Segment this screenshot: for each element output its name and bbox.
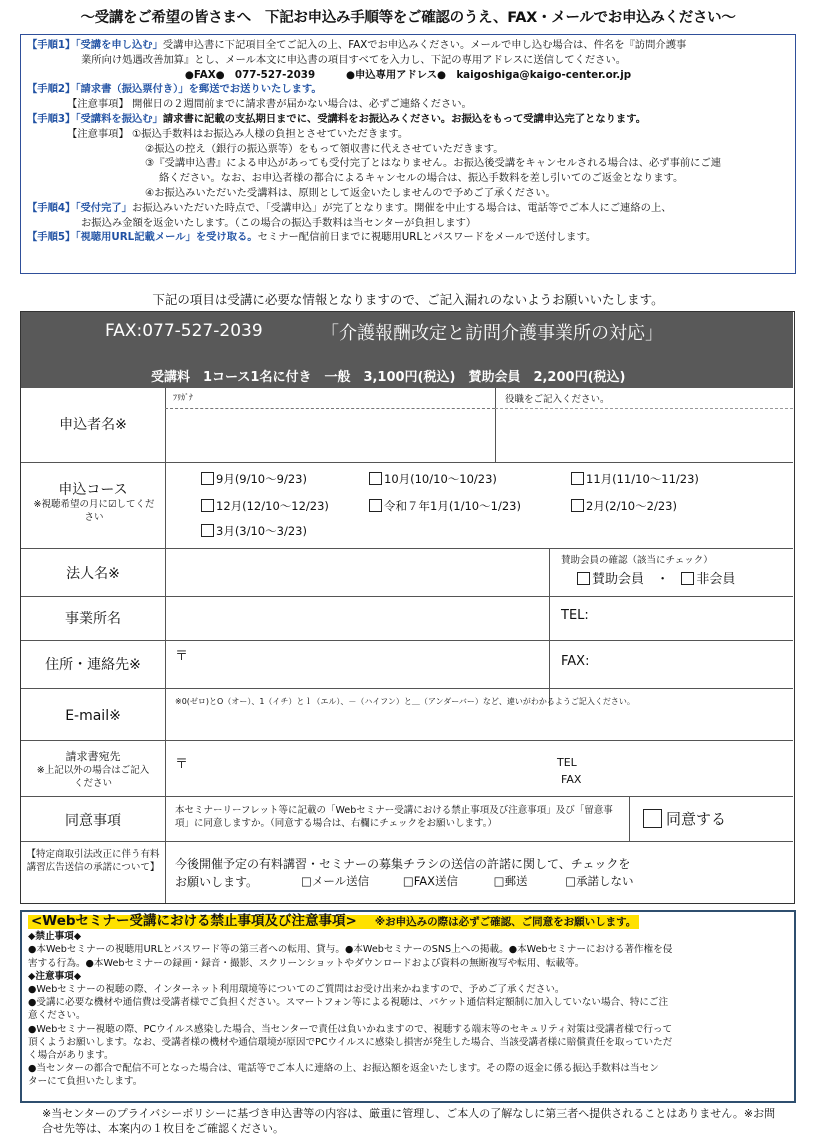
fax-field[interactable]: FAX:: [561, 654, 590, 669]
consent-label: 同意事項: [65, 813, 121, 829]
step-4: [27, 201, 789, 216]
member-check-label: 賛助会員の確認（該当にチェック）: [561, 555, 713, 566]
course-option-oct[interactable]: 10月(10/10～10/23): [369, 471, 497, 487]
address-field[interactable]: 〒: [175, 649, 189, 664]
address-label: 住所・連絡先※: [45, 657, 141, 673]
checkbox[interactable]: [577, 572, 590, 585]
step-1: [27, 38, 789, 53]
rules-title-note: ※お申込みの際は必ずご確認、ご同意をお願いします。: [374, 916, 637, 928]
step-2-head: 【手順2】「請求書（振込票付き）」を郵送でお送りいたします。: [27, 83, 322, 96]
application-form: [20, 311, 795, 904]
caution-4b: ターにて負担いたします。: [28, 1076, 143, 1088]
rules-box: [20, 910, 796, 1103]
step-4-text: お振込みいただいた時点で、「受講申込」が完了となります。開催を中止する場合は、電話等でご本人にご連絡の上、: [131, 201, 672, 214]
trade-text: 今後開催予定の有料講習・セミナーの募集チラシの送信の許諾に関して、チェックを: [175, 857, 631, 871]
step-1-text2: 業所向け処遇改善加算』とし、メール本文に申込書の項目すべてを入力し、下記の専用アドレスに送信してください。: [81, 53, 627, 66]
office-label: 事業所名: [65, 611, 121, 627]
checkbox[interactable]: [201, 524, 214, 537]
prohibited-1: ●本Webセミナーの視聴用URLとパスワード等の第三者への転用、貸与。●本WebセミナーのSNS上への掲載。●本Webセミナーにおける著作権を侵: [28, 944, 673, 956]
invoice-address-field[interactable]: 〒: [175, 757, 189, 772]
caution-2b: 意ください。: [28, 1010, 86, 1022]
corporation-field[interactable]: [167, 550, 547, 596]
trade-option-decline[interactable]: □承諾しない: [565, 874, 634, 888]
trade-option-mail[interactable]: □メール送信: [301, 874, 370, 888]
step-5-head: 【手順5】「視聴用URL記載メール」を受け取る。: [27, 231, 258, 244]
step-3-note1: 【注意事項】 ①振込手数料はお振込み人様の負担とさせていただきます。: [67, 127, 409, 140]
email-note: ※0(ゼロ)とO（オー）、1（イチ）とｌ（エル）、－（ハイフン）と＿（アンダーバー）など、違いがわかるようご記入ください。: [175, 697, 635, 706]
consent-checkbox[interactable]: 同意する: [643, 808, 726, 829]
seminar-title: 「介護報酬改定と訪問介護事業所の対応」: [321, 323, 663, 344]
checkbox[interactable]: [369, 499, 382, 512]
step-1-head: 【手順1】「受講を申し込む」: [27, 39, 163, 51]
form-header: [21, 312, 793, 388]
nonmember-option[interactable]: 非会員: [681, 572, 735, 587]
invoice-label: 請求書宛先: [65, 750, 121, 763]
trade-option-fax[interactable]: □FAX送信: [402, 874, 458, 888]
applicant-name-field[interactable]: [167, 410, 493, 460]
step-2-note: 【注意事項】 開催日の２週間前までに請求書が届かない場合は、必ずご連絡ください。: [67, 98, 472, 111]
step-1-contact: ●FAX● 077-527-2039 ●申込専用アドレス● kaigoshiga@kaigo-center.or.jp: [184, 68, 632, 81]
step-5: [27, 230, 789, 245]
rules-header: [28, 915, 788, 929]
caution-3c: く場合があります。: [28, 1050, 114, 1062]
step-5-text: セミナー配信前日までに視聴用URLとパスワードをメールで送付します。: [257, 231, 597, 244]
prohibited-head: ◆禁止事項◆: [28, 931, 82, 943]
rules-title: <Webセミナー受講における禁止事項及び注意事項> ※お申込みの際は必ずご確認、ご同意をお願いします。: [28, 915, 639, 929]
procedure-box: [20, 34, 796, 274]
course-label: 申込コース: [58, 482, 128, 498]
course-option-dec[interactable]: 12月(12/10～12/23): [201, 498, 329, 514]
invoice-fax[interactable]: FAX: [561, 773, 582, 786]
corporation-label: 法人名※: [66, 566, 120, 582]
invoice-note: ※上記以外の場合はご記入ください: [36, 765, 150, 789]
step-3-note3b: 絡ください。なお、お申込者様の都合によるキャンセルの場合は、振込手数料を差し引いてのご返金となります。: [159, 172, 684, 185]
step-3-head: 【手順3】「受講料を振込む」: [27, 112, 163, 125]
step-4-head: 【手順4】「受付完了」: [27, 201, 132, 214]
position-label: 役職をご記入ください。: [505, 394, 610, 405]
course-option-mar[interactable]: 3月(3/10～3/23): [201, 523, 307, 539]
step-3-text: 請求書に記載の支払期日までに、受講料をお振込みください。お振込をもって受講申込完了となります。: [162, 112, 647, 125]
course-option-feb[interactable]: 2月(2/10～2/23): [571, 498, 677, 514]
caution-4: ●当センターの都合で配信不可となった場合は、電話等でご本人に連絡の上、お振込額を返金いたします。その際の返金に係る振込手数料は当セン: [28, 1063, 659, 1075]
course-option-sep[interactable]: 9月(9/10～9/23): [201, 471, 307, 487]
checkbox[interactable]: [571, 499, 584, 512]
fax-number: FAX:077-527-2039: [105, 321, 263, 341]
office-field[interactable]: [167, 598, 547, 638]
checkbox[interactable]: [369, 472, 382, 485]
fee-text: 受講料 1コース1名に付き 一般 3,100円(税込) 賛助会員 2,200円(税込): [151, 370, 626, 385]
member-options: 賛助会員 ・ 非会員: [577, 568, 735, 587]
tel-field[interactable]: TEL:: [561, 608, 589, 623]
checkbox[interactable]: [201, 472, 214, 485]
course-option-jan[interactable]: 令和７年1月(1/10～1/23): [369, 498, 521, 514]
step-3-note4: ④お振込みいただいた受講料は、原則として返金いたしませんので予めご了承ください。: [145, 186, 556, 199]
course-note: ※視聴希望の月に☑してください: [33, 499, 155, 523]
invoice-tel[interactable]: TEL: [557, 756, 577, 769]
checkbox[interactable]: [681, 572, 694, 585]
page-heading: ～受講をご希望の皆さまへ 下記お申込み手順等をご確認のうえ、FAX・メールでお申込みください～: [80, 10, 736, 26]
checkbox[interactable]: [201, 499, 214, 512]
caution-2: ●受講に必要な機材や通信費は受講者様でご負担ください。スマートフォン等による視聴は、パケット通信料定額制に加入していない場合、特にご注: [28, 997, 669, 1009]
member-option[interactable]: 賛助会員: [577, 572, 644, 587]
applicant-label: 申込者名※: [59, 417, 127, 433]
consent-text: 本セミナーリーフレット等に記載の「Webセミナー受講における禁止事項及び注意事項」及び「留意事項」に同意しますか。（同意する場合は、右欄にチェックをお願いします。）: [175, 805, 613, 829]
email-field[interactable]: [167, 708, 791, 738]
step-3: [27, 112, 789, 127]
prohibited-2: 害する行為。●本Webセミナーの録画・録音・撮影、スクリーンショットやダウンロードおよび資料の無断複写や転用、転載等。: [28, 957, 585, 969]
position-field[interactable]: [497, 410, 791, 460]
email-label: E-mail※: [65, 708, 121, 724]
step-3-note3: ③『受講申込書』による申込があっても受付完了とはなりません。お振込後受講をキャンセルされる場合は、必ず事前にご連: [145, 157, 722, 170]
step-4-text2: お振込み金額を返金いたします。（この場合の振込手数料は当センターが負担します）: [81, 216, 477, 229]
caution-3: ●Webセミナー視聴の際、PCウイルス感染した場合、当センターで責任は負いかねますので、視聴する端末等のセキュリティ対策は受講者様で行って: [28, 1023, 673, 1035]
step-3-note2: ②振込の控え（銀行の振込票等）をもって領収書に代えさせていただきます。: [145, 142, 504, 155]
trade-text2: お願いします。: [175, 875, 259, 889]
checkbox[interactable]: [643, 809, 662, 828]
caution-3b: 頂くようお願いします。なお、受講者様の機材や通信環境が原因でPCウイルスに感染し損害が発生した場合、当該受講者様に賠償責任を取っていただ: [28, 1036, 673, 1048]
furigana-label: ﾌﾘｶﾞﾅ: [173, 393, 193, 402]
trade-options: [301, 873, 634, 889]
checkbox[interactable]: [571, 472, 584, 485]
step-1-text: 受講申込書に下記項目全てご記入の上、FAXでお申込みください。メールで申し込む場合は、件名を『訪問介護事: [162, 39, 687, 51]
caution-head: ◆注意事項◆: [28, 970, 82, 982]
trade-label: 【特定商取引法改正に伴う有料講習広告送信の承諾について】: [26, 849, 160, 873]
course-option-nov[interactable]: 11月(11/10～11/23): [571, 471, 699, 487]
notice-text: 下記の項目は受講に必要な情報となりますので、ご記入漏れのないようお願いいたします。: [152, 292, 664, 307]
privacy-footer: ※当センターのプライバシーポリシーに基づき申込書等の内容は、厳重に管理し、ご本人の了解なしに第三者へ提供されることはありません。※お問合せ先等は、本案内の１枚目をご確認ください。: [42, 1107, 776, 1135]
trade-option-post[interactable]: □郵送: [493, 874, 528, 888]
caution-1: ●Webセミナーの視聴の際、インターネット利用環境等についてのご質問はお受け出来かねますので、予めご了承ください。: [28, 984, 565, 996]
